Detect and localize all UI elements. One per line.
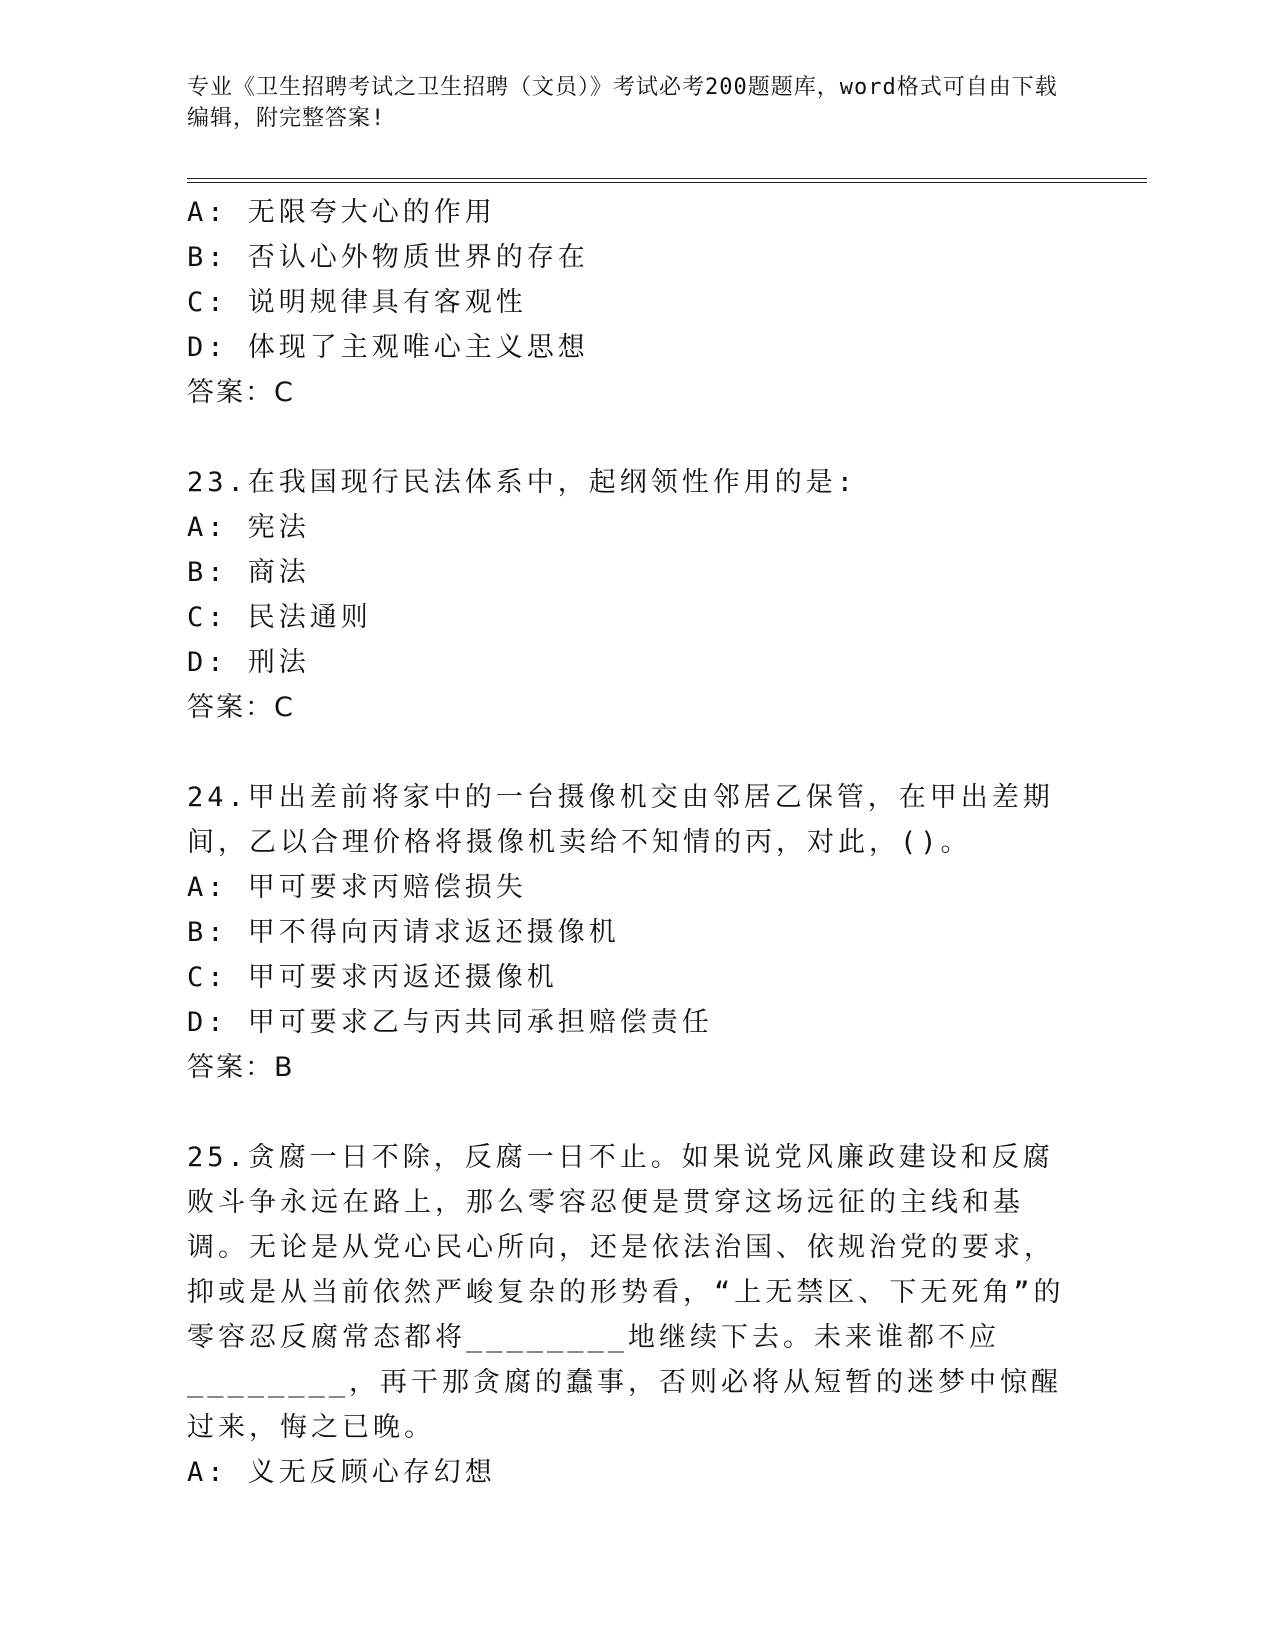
question-24: [187, 775, 1087, 1090]
option-d: D: 体现了主观唯心主义思想: [187, 332, 589, 363]
option-a: A: 宪法: [187, 512, 310, 543]
option-a: A: 甲可要求丙赔偿损失: [187, 872, 527, 903]
header-divider-bottom: [187, 182, 1147, 183]
option-a: A: 无限夸大心的作用: [187, 197, 496, 228]
question-spacer: [187, 415, 1087, 460]
option-b: B: 否认心外物质世界的存在: [187, 242, 589, 273]
question-22: [187, 190, 1087, 415]
question-25: [187, 1135, 1087, 1495]
option-c: C: 甲可要求丙返还摄像机: [187, 962, 558, 993]
question-list: [187, 190, 1087, 1495]
option-b: B: 甲不得向丙请求返还摄像机: [187, 917, 620, 948]
option-a: A: 义无反顾心存幻想: [187, 1457, 496, 1488]
question-spacer: [187, 730, 1087, 775]
option-d: D: 甲可要求乙与丙共同承担赔偿责任: [187, 1007, 713, 1038]
answer-text: 答案：C: [187, 377, 295, 408]
answer-text: 答案：C: [187, 692, 295, 723]
document-header: 专业《卫生招聘考试之卫生招聘（文员）》考试必考200题题库，word格式可自由下载编辑，附完整答案!: [187, 75, 1058, 131]
header-divider-top: [187, 178, 1147, 179]
question-stem: 23.在我国现行民法体系中，起纲领性作用的是:: [187, 467, 858, 498]
answer-text: 答案：B: [187, 1052, 295, 1083]
question-stem: 24.甲出差前将家中的一台摄像机交由邻居乙保管，在甲出差期间，乙以合理价格将摄像机卖给不知情的丙，对此，()。: [187, 782, 1054, 858]
option-c: C: 说明规律具有客观性: [187, 287, 527, 318]
option-d: D: 刑法: [187, 647, 310, 678]
option-c: C: 民法通则: [187, 602, 372, 633]
question-spacer: [187, 1090, 1087, 1135]
option-b: B: 商法: [187, 557, 310, 588]
question-23: [187, 460, 1087, 730]
question-stem: 25.贪腐一日不除，反腐一日不止。如果说党风廉政建设和反腐败斗争永远在路上，那么零容忍便是贯穿这场远征的主线和基调。无论是从党心民心所向，还是依法治国、依规治党的要求，抑或是从当前依然严峻复杂的形势看，“上无禁区、下无死角”的零容忍反腐常态都将________地继续下去。未来谁都不应________，再干那贪腐的蠢事，否则必将从短暂的迷梦中惊醒过来，悔之已晚。: [187, 1142, 1065, 1443]
